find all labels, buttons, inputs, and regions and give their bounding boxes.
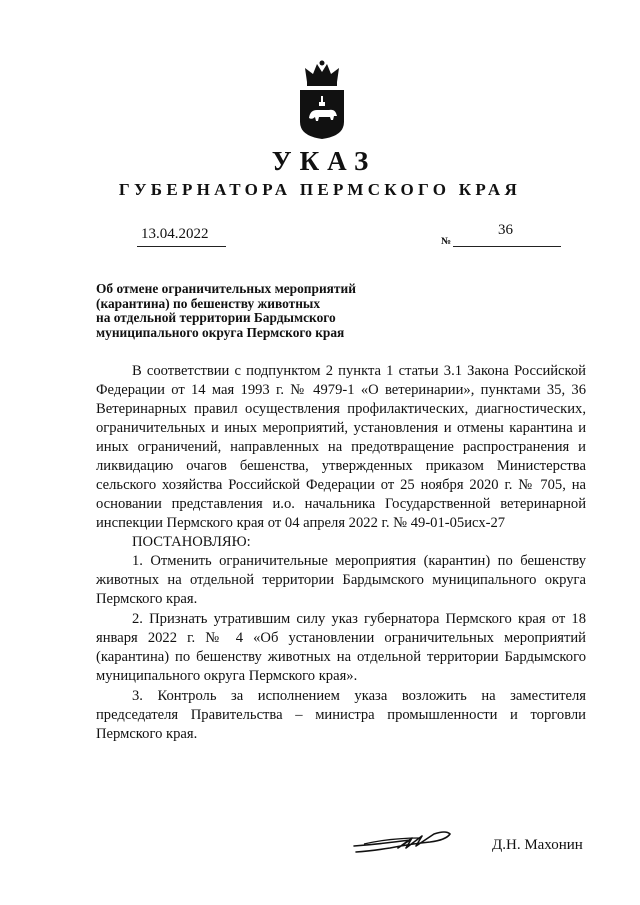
document-body	[96, 362, 586, 744]
subject-line: на отдельной территории Бардымского	[96, 310, 336, 325]
preamble-paragraph: В соответствии с подпунктом 2 пункта 1 статьи 3.1 Закона Российской Федерации от 14 мая 1993 г. № 4979-1 «О ветеринарии», пунктами 35, 36 Ветеринарных правил осуществления профилактических, диагностических, ограничительных и иных мероприятий, установления и отмены карантина и иных ограничений, направленных на предотвращение распространения и ликвидацию очагов бешенства, утвержденных приказом Министерства сельского хозяйства Российской Федерации от 25 ноября 2020 г. № 705, на основании представления и.о. начальника Государственной ветеринарной инспекции Пермского края от 04 апреля 2022 г. № 49-01-05исх-27	[96, 363, 586, 531]
document-date: 13.04.2022	[141, 226, 209, 242]
decree-word: ПОСТАНОВЛЯЮ:	[132, 534, 251, 550]
subject-line: муниципального округа Пермского края	[96, 324, 345, 340]
number-underline	[453, 246, 561, 247]
document-title: УКАЗ	[271, 146, 377, 176]
decree-item: 1. Отменить ограничительные мероприятия (карантин) по бешенству животных на отдельной территории Бардымского муниципального округа Пермского края.	[96, 553, 586, 607]
number-label: №	[441, 236, 452, 247]
coat-of-arms-icon	[297, 60, 347, 140]
handwritten-signature-icon	[350, 826, 460, 856]
date-underline	[137, 246, 226, 247]
document-subtitle: ГУБЕРНАТОРА ПЕРМСКОГО КРАЯ	[118, 180, 522, 199]
document-subject	[96, 282, 416, 340]
document-number: 36	[498, 222, 513, 238]
subject-line: (карантина) по бешенству животных	[96, 295, 321, 311]
signer-name: Д.Н. Махонин	[492, 837, 583, 853]
subject-line: Об отмене ограничительных мероприятий	[96, 281, 356, 296]
decree-item: 3. Контроль за исполнением указа возложить на заместителя председателя Правительства – министра промышленности и торговли Пермского края.	[96, 688, 586, 742]
decree-item: 2. Признать утратившим силу указ губернатора Пермского края от 18 января 2022 г. № 4 «Об установлении ограничительных мероприятий (карантина) по бешенству животных на отдельной территории Бардымского муниципального округа Пермского края».	[96, 611, 586, 684]
